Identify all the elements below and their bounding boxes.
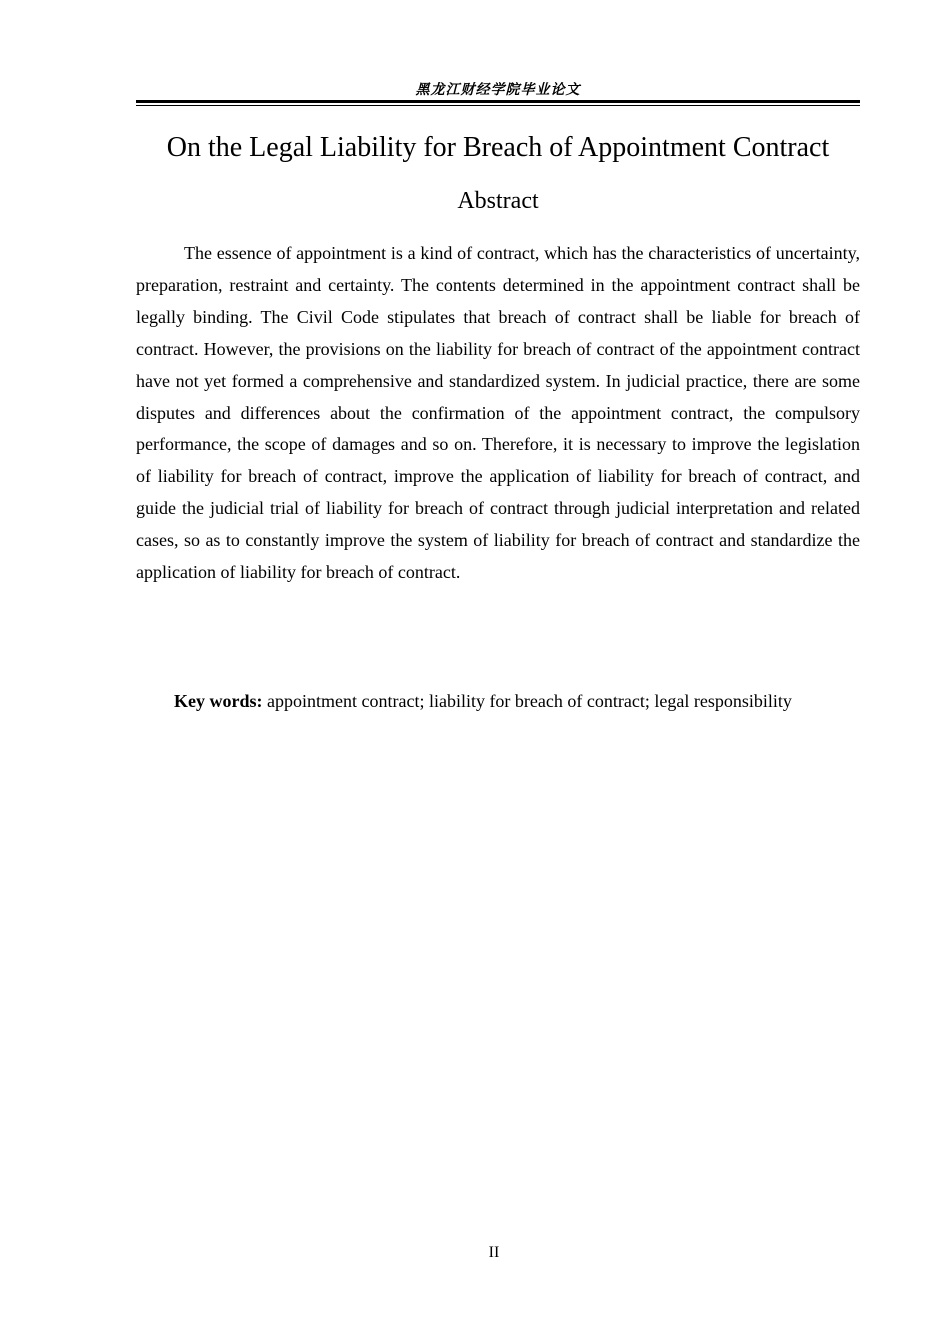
page-header: 黑龙江财经学院毕业论文: [415, 82, 581, 98]
abstract-heading: Abstract: [457, 188, 539, 214]
header-rule-thin: [136, 105, 860, 106]
abstract-body: The essence of appointment is a kind of contract, which has the characteristics of uncertainty, preparation, restraint and certainty. The contents determined in the appointment contract shall be legally binding. The Civil Code stipulates that breach of contract shall be liable for breach of contract. However, the provisions on the liability for breach of contract of the appointment contract have not yet formed a comprehensive and standardized system. In judicial practice, there are some disputes and differences about the confirmation of the appointment contract, the compulsory performance, the scope of damages and so on. Therefore, it is necessary to improve the legislation of liability for breach of contract, improve the application of liability for breach of contract, and guide the judicial trial of liability for breach of contract through judicial interpretation and related cases, so as to constantly improve the system of liability for breach of contract and standardize the application of liability for breach of contract.: [136, 243, 860, 583]
header-rule-thick: [136, 100, 860, 103]
document-title: On the Legal Liability for Breach of Appointment Contract: [166, 132, 830, 163]
page-number: II: [488, 1244, 500, 1261]
keywords-text: appointment contract; liability for breach of contract; legal responsibility: [262, 691, 792, 711]
keywords-line: [174, 686, 874, 716]
keywords-label: Key words:: [174, 691, 263, 711]
